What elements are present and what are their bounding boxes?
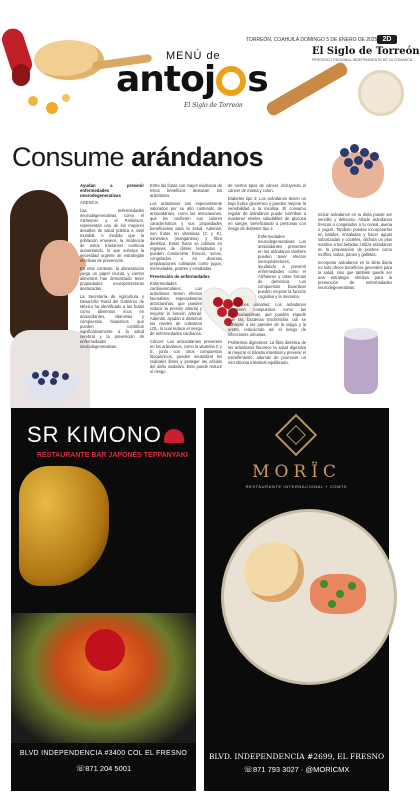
ad-contact: ☏871 793 3027 · @MORICMX: [243, 765, 350, 774]
smoothie-glass-photo: [336, 318, 386, 398]
paragraph: de ciertos tipos de cáncer, incluyendo el cáncer de mama y colon.: [228, 183, 306, 193]
pasta-image: [28, 96, 38, 106]
section-logo-part-b: s: [247, 59, 268, 100]
ad-subtitle: RESTAURANTE BAR JAPONÉS TEPPANYAKI: [37, 452, 188, 459]
article-column-3: [228, 183, 306, 368]
paragraph: Las enfermedades neurodegenerativas, como el Alzheimer y el Parkinson, representan uno de los mayores desafíos de salud pública a nivel mundial. A medida que la población envejece, la incidencia de estos trastornos continúa aumentando, lo que subraya la necesidad urgente de estrategias efectivas de prevención.: [80, 208, 144, 263]
paragraph: En este contexto, la alimentación juega un papel crucial, y ciertos alimentos han demostrado tener propiedades neuroprotectoras destacadas.: [80, 266, 144, 291]
ad-sr-kimono: [11, 408, 196, 791]
plated-dish-photo: [224, 512, 394, 682]
ad-title: MORÏC: [252, 462, 341, 482]
wooden-spoon-image: [34, 40, 104, 80]
pasta-image: [62, 94, 70, 102]
red-pepper-image: [12, 64, 30, 86]
subhead: Prevención de enfermedades: [150, 274, 210, 279]
article-column-4: [318, 212, 392, 293]
paragraph: Enfermedades cardiovasculares: Los arándanos tienen efectos favorables, especialmente antocianinas, que pueden reducir la presión arterial y mejorar la función arterial. Además, ayudan a disminuir los niveles de colesterol LDL, lo cual reduce el riesgo de enfermedades cardíacas.: [150, 281, 202, 336]
paragraph: La Secretaría de Agricultura y Desarrollo Rural del Gobierno de México ha identificado a las frutas como alimentos ricos en antioxidantes, vitaminas y compuestos bioactivos que pueden contribuir significativamente a la salud cerebral y la prevención de enfermedades neurodegenerativas.: [80, 294, 144, 349]
article: [0, 128, 400, 406]
headline-bold: arándanos: [131, 142, 264, 172]
ad-address: BLVD. INDEPENDENCIA #2699, EL FRESNO: [208, 752, 385, 761]
ad-subtitle: RESTAURANTE INTERNACIONAL + COMTE: [245, 484, 348, 489]
paragraph: Incluir arándanos en tu dieta puede ser sencillo y delicioso. Añade arándanos frescos o congelados a tu cereal, avena o yogurt. También puedes incorporarlos en batidos, ensaladas y hacer aguas saborizadas y cócteles, disfruta un plus nutritivo a tus bebidas. Utiliza arándanos en la preparación de postres como muffins, tartas, panes y galletas.: [318, 212, 392, 257]
publication-tagline: PERIÓDICO REGIONAL INDEPENDIENTE DE LA COMARCA: [312, 58, 413, 62]
ad-address: BLVD INDEPENDENCIA #3400 COL EL FRESNO: [19, 750, 188, 757]
section-logo-part-a: antoj: [116, 59, 216, 100]
paragraph: Entre las frutas con mayor evidencia de estos beneficios destacan los arándanos.: [150, 183, 222, 198]
moric-diamond-logo-icon: [275, 414, 317, 456]
woman-eating-blueberries-photo: [10, 180, 90, 405]
food-dish-photo: [11, 613, 196, 743]
paragraph: Los arándanos son especialmente valorados por su alto contenido de antioxidantes, como las antocianinas, que les confieren sus colores característicos y sus propiedades beneficiosas para la salud. Además, son frutas en vitaminas (C y K), minerales (manganeso) y fibra dietética. Estos frutos se cultivan en regiones de climas templados y pueden consumirse frescos, secos, congelados o en diversas preparaciones culinarias como jugos, mermeladas, postres y ensaladas.: [150, 201, 222, 271]
ad-title: [27, 422, 184, 448]
kimono-hat-icon: [164, 429, 184, 443]
section-label: MENÚ de: [166, 50, 221, 62]
pasta-image: [46, 102, 58, 114]
section-logo: [116, 60, 290, 100]
masthead: [0, 0, 420, 128]
paragraph: Incorporar arándanos en la dieta diaria no solo ofrece beneficios generales para la salud, sino que también puede ser una estrategia efectiva para la prevención de enfermedades neurodegenerativas.: [318, 260, 392, 290]
article-deck: Ayudan a prevenir enfermedades neurodegenerativas: [80, 183, 144, 198]
plate-o-icon: [216, 66, 246, 96]
page-number: 2D: [377, 35, 397, 44]
article-column-1: [80, 183, 144, 352]
hand-blueberries-photo: [326, 134, 388, 204]
paragraph: Diabetes tipo 2: Los arándanos tienen un bajo índice glucémico y pueden mejorar la sensibilidad a la insulina. El consumo regular de arándanos puede contribuir a mantener niveles saludables de glucosa en sangre, beneficiando a personas con riesgo de diabetes tipo 2.: [228, 196, 306, 231]
paragraph: Enfermedades neurodegenerativas: Los antioxidantes presentes en los arándanos también pueden tener efectos neuroprotectores, ayudando a prevenir enfermedades como el Alzheimer y otras formas de demencia. Los compuestos bioactivos pueden mejorar la función cognitiva y la memoria.: [258, 234, 306, 299]
plate-image: [358, 70, 404, 116]
article-column-2: [150, 183, 222, 377]
section-sublogo: El Siglo de Torreón: [184, 102, 243, 109]
byline: AGENCIA: [80, 200, 99, 205]
ad-phone: ☏871 204 5001: [75, 764, 132, 773]
headline-light: Consume: [12, 142, 132, 172]
location-date: TORREÓN, COAHUILA DOMINGO 5 DE ENERO DE 2025: [246, 37, 378, 43]
publication-name: El Siglo de Torreón: [312, 46, 420, 57]
ad-title-text: SR KIMONO: [27, 422, 162, 447]
paragraph: Infecciones urinarias: Los arándanos contienen compuestos como las proantocianidinas, que pueden impedir que las bacterias Escherichia coli se adhieran a las paredes de la vejiga y la uretra, reduciendo así el riesgo de infecciones urinarias.: [228, 302, 306, 337]
paragraph: Problemas digestivos: La fibra dietética de los arándanos favorece la salud digestiva al mejorar el tránsito intestinal y prevenir el estreñimiento, además de promover un microbioma intestinal equilibrado.: [228, 340, 306, 365]
ad-moric: [204, 408, 389, 791]
headline: [12, 142, 263, 173]
sake-pour-photo: [19, 466, 109, 586]
paragraph: Cáncer: Los antioxidantes presentes en los arándanos, como la vitamina C y E, junto con otros compuestos fitoquímicos, pueden neutralizar los radicales libres y proteger las células del daño oxidativo. Esto puede reducir el riesgo: [150, 339, 222, 374]
